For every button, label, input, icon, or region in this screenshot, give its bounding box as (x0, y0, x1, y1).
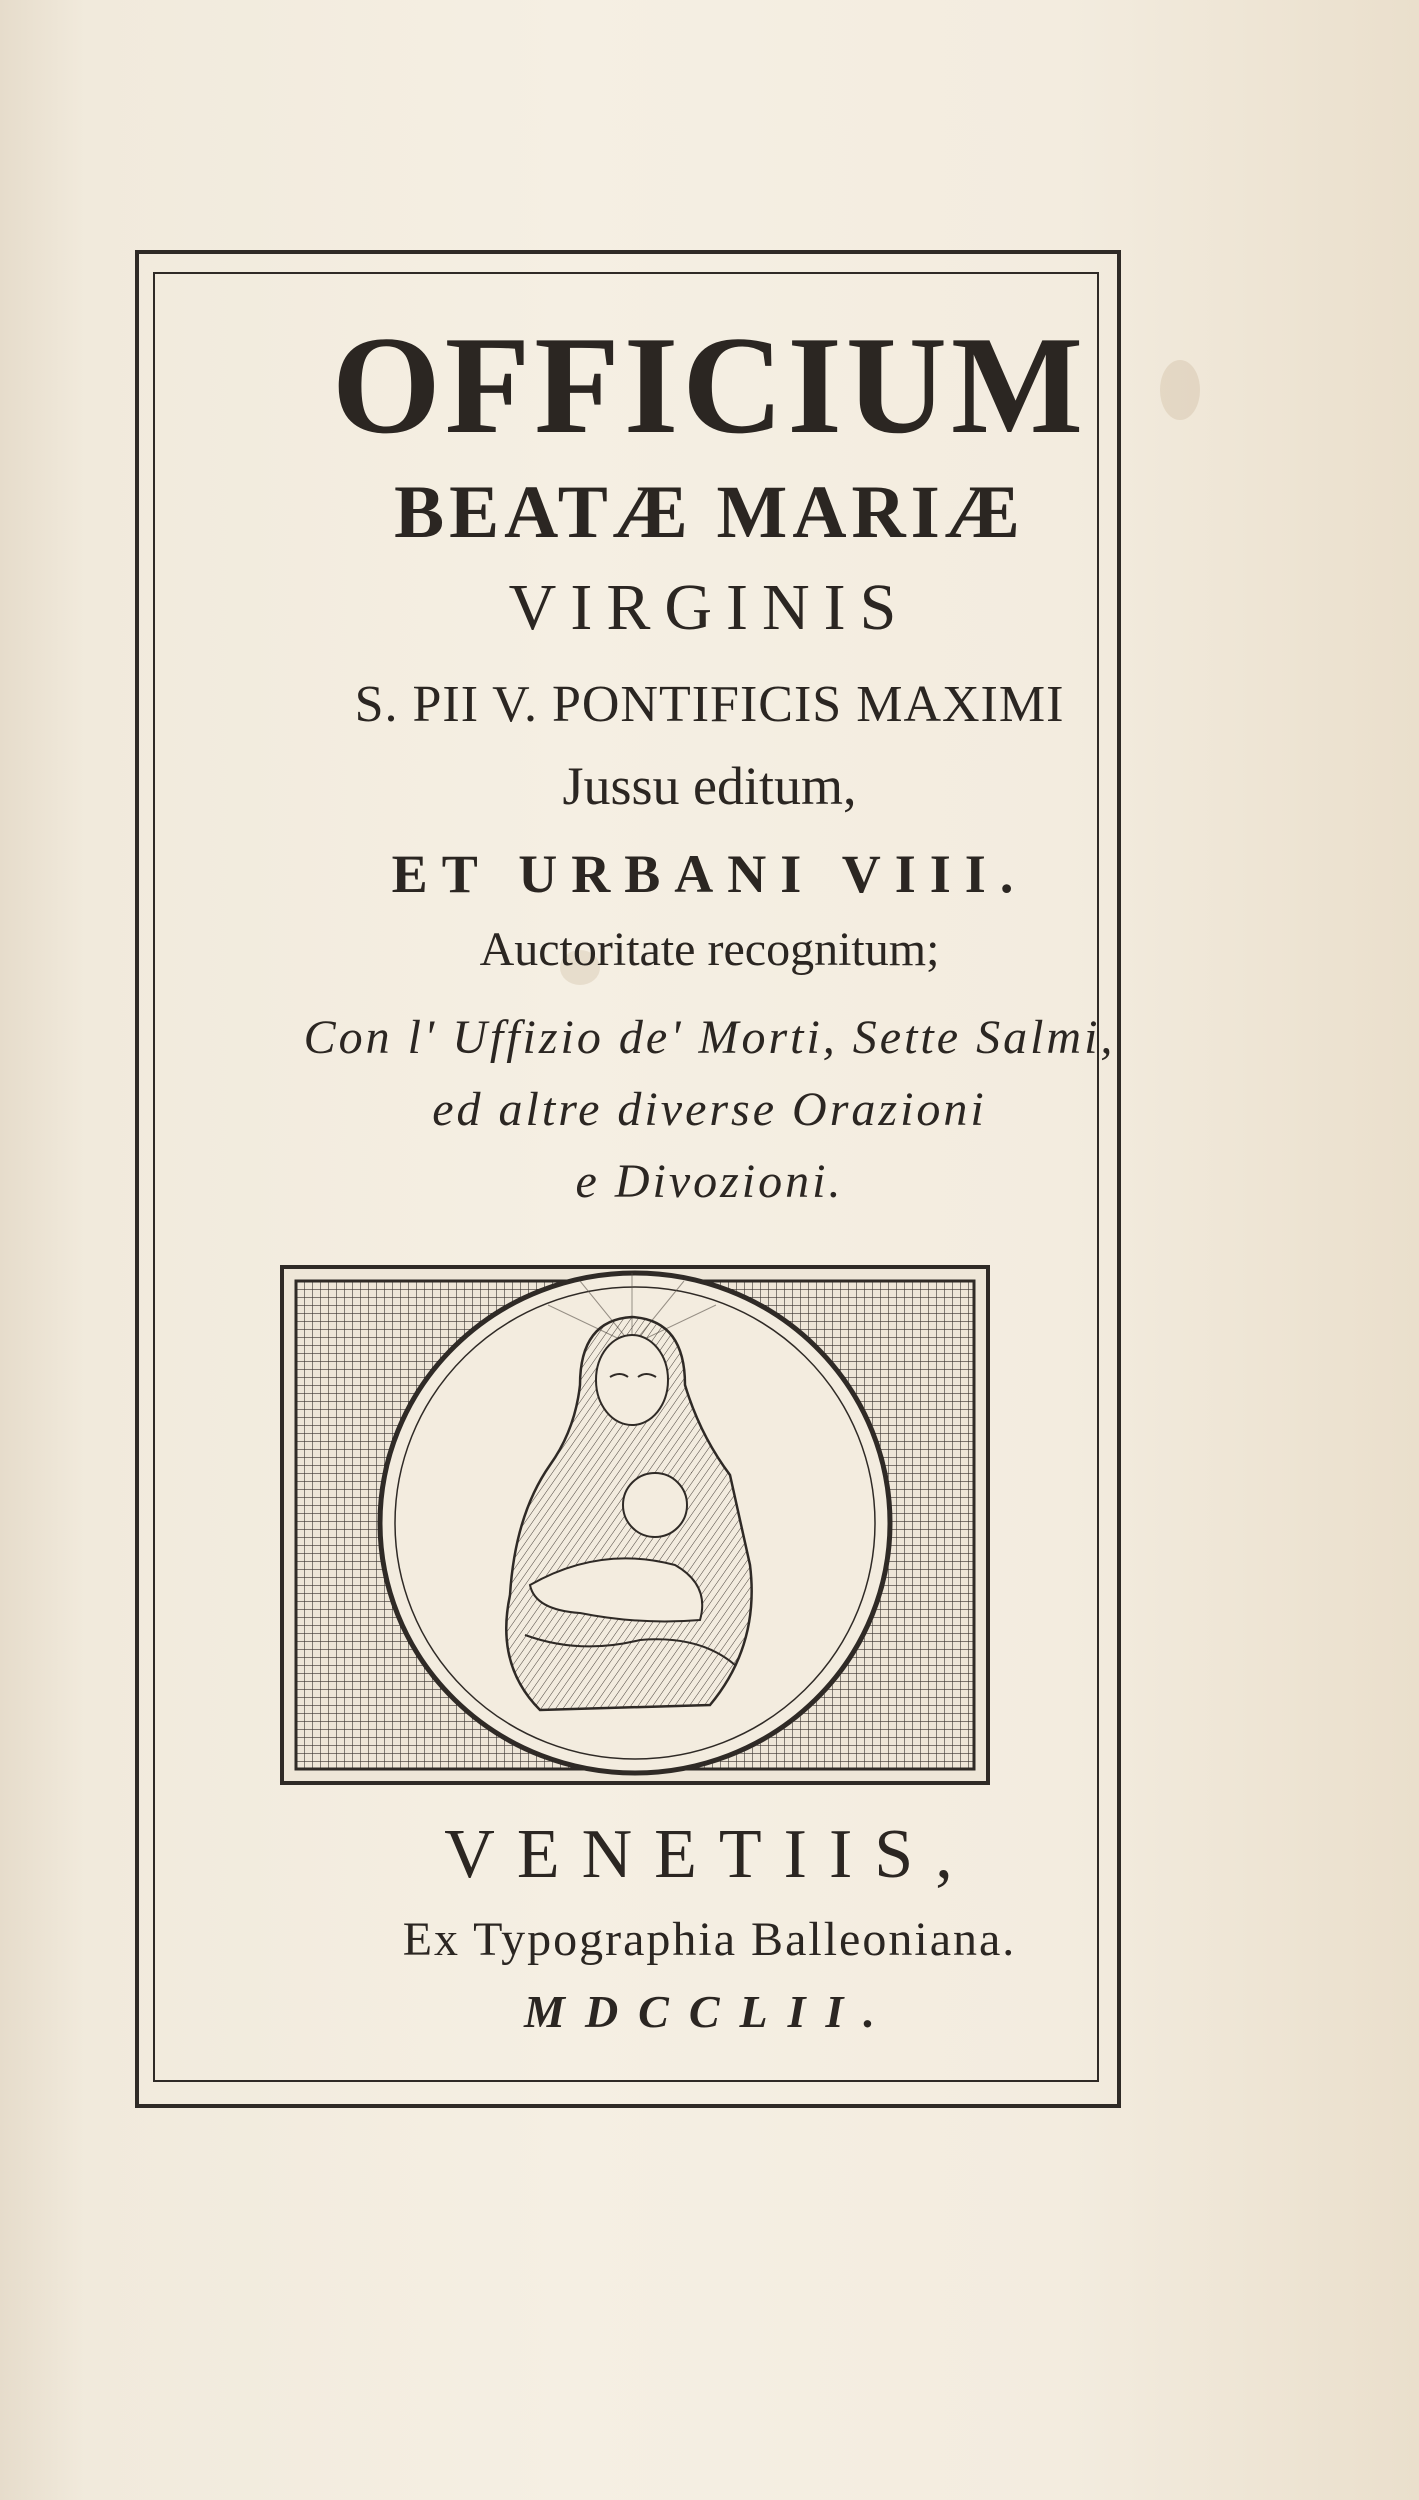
subtitle-line-5: ET URBANI VIII. (391, 844, 1028, 904)
subtitle-line-6: Auctoritate recognitum; (479, 923, 940, 976)
subtitle-line-3: S. PII V. PONTIFICIS MAXIMI (354, 676, 1065, 733)
italian-line-3: e Divozioni. (575, 1155, 844, 1208)
subtitle-line-4: Jussu editum, (562, 756, 857, 816)
book-title: OFFICIUM (331, 308, 1088, 463)
madonna-and-child-engraving-icon (280, 1265, 990, 1785)
publication-year: MDCCLII. (524, 1986, 895, 2037)
place-of-publication: VENETIIS, (444, 1816, 975, 1893)
printer-name: Ex Typographia Balleoniana. (402, 1913, 1017, 1966)
italian-line-1: Con l' Uffizio de' Morti, Sette Salmi, (303, 1011, 1116, 1064)
italian-line-2: ed altre diverse Orazioni (432, 1083, 987, 1136)
subtitle-line-2: VIRGINIS (508, 571, 911, 644)
subtitle-line-1: BEATÆ MARIÆ (394, 471, 1025, 554)
